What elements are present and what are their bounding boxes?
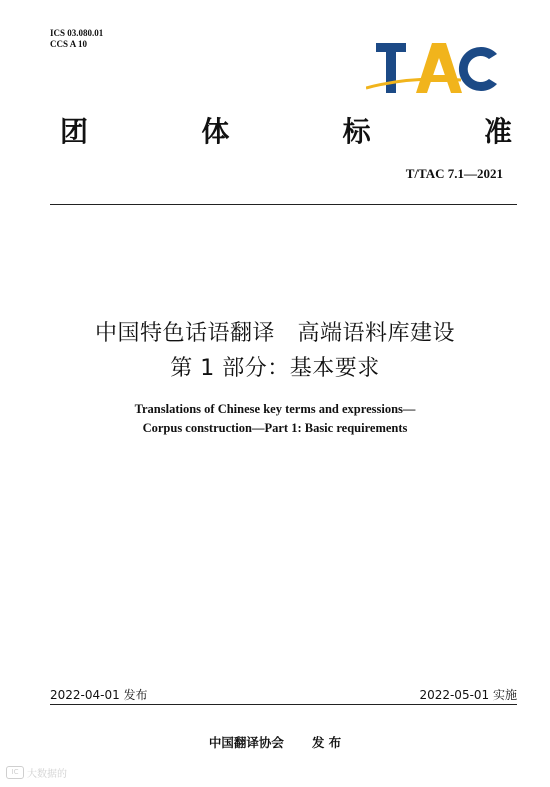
publish-action: 发 布	[311, 735, 342, 750]
english-title-line-1: Translations of Chinese key terms and expressions—	[134, 402, 416, 416]
ccs-code: CCS A 10	[50, 39, 88, 49]
publisher-name: 中国翻译协会	[208, 735, 284, 750]
top-divider	[50, 204, 517, 205]
heading-char: 体	[201, 115, 230, 148]
chinese-title-line-1: 中国特色话语翻译 高端语料库建设	[94, 321, 455, 346]
issue-date: 2022-04-01 发布	[50, 688, 148, 702]
implementation-date: 2022-05-01 实施	[419, 688, 517, 702]
heading-char: 团	[60, 115, 89, 148]
chinese-title-line-2: 第 1 部分：基本要求	[170, 356, 380, 381]
heading-char: 准	[483, 115, 512, 148]
tac-logo-icon	[366, 36, 500, 100]
bottom-divider	[50, 704, 517, 705]
watermark-text: 大数据的	[27, 769, 67, 780]
standard-number: T/TAC 7.1—2021	[405, 166, 503, 181]
publisher-line	[0, 733, 550, 751]
heading-char: 标	[342, 115, 371, 148]
classification-codes	[50, 28, 103, 50]
standard-type-heading	[60, 110, 512, 150]
watermark	[6, 765, 67, 780]
watermark-icon: IC	[6, 766, 24, 779]
ics-code: ICS 03.080.01	[50, 28, 104, 38]
english-title-line-2: Corpus construction—Part 1: Basic requirements	[142, 421, 408, 435]
